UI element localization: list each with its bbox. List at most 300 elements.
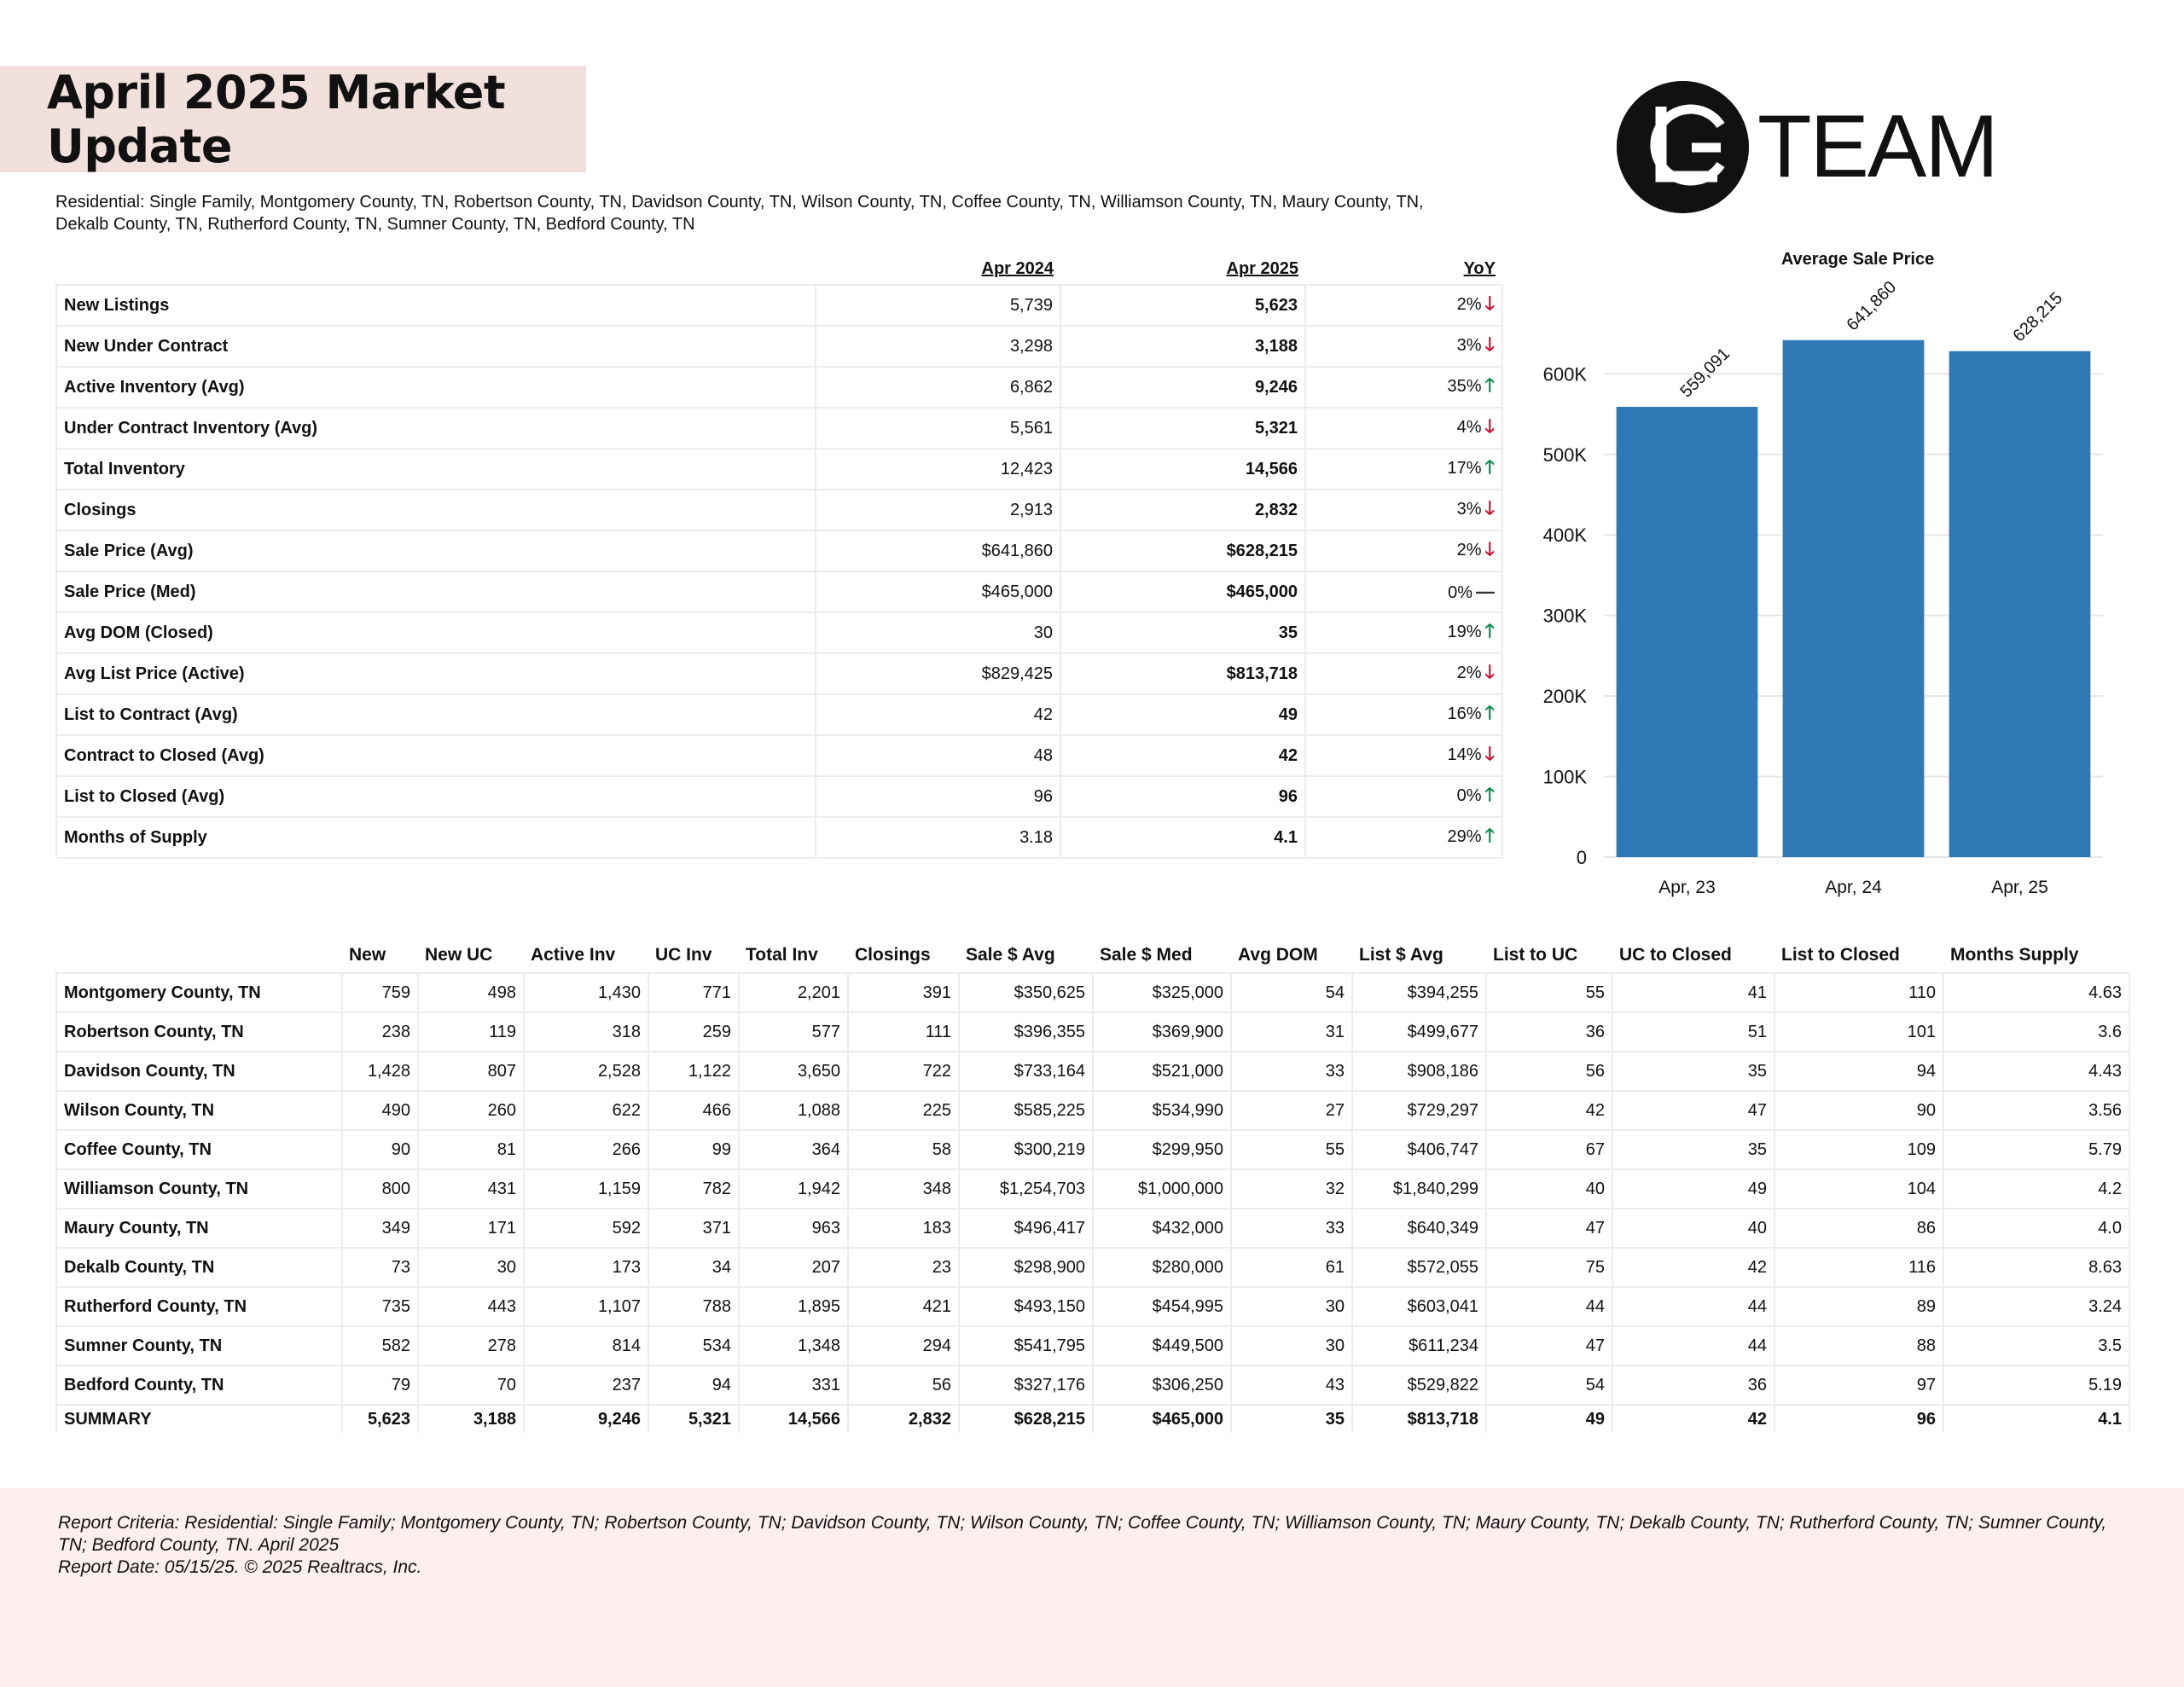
county-row: [56, 1365, 2129, 1405]
metric-yoy: [1305, 694, 1502, 735]
county-value: 349: [342, 1209, 418, 1248]
county-value: 90: [342, 1130, 418, 1169]
county-value: 1,348: [739, 1326, 848, 1365]
county-value: $299,950: [1093, 1130, 1231, 1169]
summary-row: [56, 285, 1502, 326]
county-value: 3,650: [739, 1052, 848, 1091]
metric-yoy: [1305, 490, 1502, 530]
county-value: 348: [848, 1169, 959, 1209]
county-value: 70: [418, 1365, 524, 1405]
county-header-cell: UC Inv: [655, 945, 712, 965]
county-value: 1,122: [648, 1052, 739, 1091]
county-header-cell: Closings: [855, 945, 931, 965]
yoy-value: 17%: [1447, 459, 1482, 478]
yoy-value: 35%: [1447, 377, 1482, 396]
county-name: Montgomery County, TN: [56, 973, 342, 1012]
yoy-value: 14%: [1447, 745, 1482, 764]
yoy-value: 2%: [1456, 664, 1482, 682]
county-value: $449,500: [1093, 1326, 1231, 1365]
county-value: 1,107: [524, 1287, 648, 1326]
county-header-cell: New: [349, 945, 386, 965]
metric-curr: $628,215: [1060, 530, 1305, 571]
county-value: 35: [1612, 1130, 1774, 1169]
metric-prev: $641,860: [816, 530, 1060, 571]
metric-curr: 49: [1060, 694, 1305, 735]
county-value: 8.63: [1943, 1248, 2129, 1287]
county-value: 42: [1612, 1405, 1774, 1433]
y-tick-label: 400K: [1542, 525, 1587, 547]
county-value: 722: [848, 1052, 959, 1091]
metric-label: List to Closed (Avg): [56, 776, 816, 817]
county-value: $406,747: [1352, 1130, 1486, 1169]
county-header-cell: Avg DOM: [1238, 945, 1318, 965]
county-header-cell: New UC: [425, 945, 493, 965]
county-value: 421: [848, 1287, 959, 1326]
county-value: 58: [848, 1130, 959, 1169]
metric-label: New Listings: [56, 285, 816, 326]
county-header-cell: Sale $ Med: [1100, 945, 1193, 965]
metric-yoy: [1305, 653, 1502, 694]
county-value: 4.63: [1943, 973, 2129, 1012]
metric-prev: 5,739: [816, 285, 1060, 326]
county-value: 101: [1774, 1012, 1943, 1052]
county-header-cell: UC to Closed: [1619, 945, 1732, 965]
logo-mark-icon: [1617, 81, 1749, 213]
metric-yoy: [1305, 776, 1502, 817]
arrow-down-icon: 🡓: [1484, 661, 1495, 682]
county-value: 94: [1774, 1052, 1943, 1091]
county-value: 30: [418, 1248, 524, 1287]
metric-label: Contract to Closed (Avg): [56, 735, 816, 776]
y-tick-label: 600K: [1542, 363, 1587, 386]
arrow-down-icon: 🡓: [1484, 333, 1495, 355]
county-name: Rutherford County, TN: [56, 1287, 342, 1326]
report-date: Report Date: 05/15/25. © 2025 Realtracs, Inc.: [58, 1557, 422, 1577]
bar: [1617, 407, 1758, 857]
arrow-up-icon: 🡑: [1484, 702, 1495, 723]
county-value: 3.56: [1943, 1091, 2129, 1130]
summary-row: [56, 817, 1502, 858]
county-value: 1,430: [524, 973, 648, 1012]
county-value: 260: [418, 1091, 524, 1130]
county-value: $432,000: [1093, 1209, 1231, 1248]
county-value: 47: [1486, 1326, 1612, 1365]
county-value: $454,995: [1093, 1287, 1231, 1326]
county-value: $327,176: [959, 1365, 1093, 1405]
bar-value-label: 628,215: [2009, 288, 2067, 346]
county-value: 90: [1774, 1091, 1943, 1130]
county-row: [56, 1209, 2129, 1248]
county-value: 35: [1612, 1052, 1774, 1091]
county-value: $300,219: [959, 1130, 1093, 1169]
county-header-cell: List to UC: [1493, 945, 1578, 965]
county-value: 431: [418, 1169, 524, 1209]
metric-curr: 9,246: [1060, 367, 1305, 408]
summary-row: [56, 367, 1502, 408]
county-value: 371: [648, 1209, 739, 1248]
arrow-up-icon: 🡑: [1484, 620, 1495, 641]
county-row: [56, 1052, 2129, 1091]
metric-label: Active Inventory (Avg): [56, 367, 816, 408]
county-value: 109: [1774, 1130, 1943, 1169]
county-value: 5,321: [648, 1405, 739, 1433]
county-value: $298,900: [959, 1248, 1093, 1287]
county-value: 3,188: [418, 1405, 524, 1433]
county-value: $611,234: [1352, 1326, 1486, 1365]
county-value: 89: [1774, 1287, 1943, 1326]
metric-label: Under Contract Inventory (Avg): [56, 408, 816, 449]
report-footer: [0, 1488, 2184, 1687]
arrow-up-icon: 🡑: [1484, 374, 1495, 396]
x-tick-label: Apr, 23: [1658, 878, 1716, 897]
county-value: $1,840,299: [1352, 1169, 1486, 1209]
county-value: $396,355: [959, 1012, 1093, 1052]
team-logo: [1617, 78, 1997, 215]
county-value: 1,088: [739, 1091, 848, 1130]
arrow-down-icon: 🡓: [1484, 415, 1495, 437]
metric-curr: 35: [1060, 612, 1305, 653]
county-value: 2,528: [524, 1052, 648, 1091]
metric-yoy: [1305, 571, 1502, 612]
report-criteria: Report Criteria: Residential: Single Family; Montgomery County, TN; Robertson County, TN; Davidson County, TN; Wilson County, TN; Coffee County, TN; Williamson County, TN; Maury County, TN; Dekalb County, TN; Rutherford County, TN; Sumner County, TN; Bedford County, TN. April 2025: [58, 1513, 2107, 1555]
county-name: Robertson County, TN: [56, 1012, 342, 1052]
county-value: $306,250: [1093, 1365, 1231, 1405]
bar: [1949, 351, 2091, 857]
county-value: 1,895: [739, 1287, 848, 1326]
county-value: 110: [1774, 973, 1943, 1012]
metric-prev: 3,298: [816, 326, 1060, 367]
county-value: 622: [524, 1091, 648, 1130]
county-value: 4.43: [1943, 1052, 2129, 1091]
x-tick-label: Apr, 25: [1991, 878, 2048, 897]
metric-yoy: [1305, 326, 1502, 367]
logo-text: TEAM: [1757, 96, 1997, 196]
metric-yoy: [1305, 449, 1502, 490]
county-value: 582: [342, 1326, 418, 1365]
county-value: 54: [1231, 973, 1352, 1012]
county-value: $493,150: [959, 1287, 1093, 1326]
county-value: $572,055: [1352, 1248, 1486, 1287]
county-value: 534: [648, 1326, 739, 1365]
metric-label: New Under Contract: [56, 326, 816, 367]
county-value: 75: [1486, 1248, 1612, 1287]
county-value: 4.0: [1943, 1209, 2129, 1248]
county-value: 30: [1231, 1326, 1352, 1365]
county-row: [56, 1169, 2129, 1209]
county-value: 3.5: [1943, 1326, 2129, 1365]
arrow-down-icon: 🡓: [1484, 743, 1495, 764]
arrow-down-icon: 🡓: [1484, 497, 1495, 519]
county-table-header: [56, 938, 2129, 973]
county-value: 814: [524, 1326, 648, 1365]
county-value: 67: [1486, 1130, 1612, 1169]
county-value: 94: [648, 1365, 739, 1405]
county-row: [56, 1326, 2129, 1365]
metric-label: Sale Price (Med): [56, 571, 816, 612]
county-value: 963: [739, 1209, 848, 1248]
county-value: 23: [848, 1248, 959, 1287]
county-name: Wilson County, TN: [56, 1091, 342, 1130]
county-value: $729,297: [1352, 1091, 1486, 1130]
county-value: 364: [739, 1130, 848, 1169]
metric-prev: 48: [816, 735, 1060, 776]
county-value: 54: [1486, 1365, 1612, 1405]
county-value: 55: [1486, 973, 1612, 1012]
arrow-down-icon: 🡓: [1484, 538, 1495, 559]
summary-row: [56, 449, 1502, 490]
county-name: SUMMARY: [56, 1405, 342, 1433]
metric-prev: 6,862: [816, 367, 1060, 408]
county-value: 577: [739, 1012, 848, 1052]
county-value: 443: [418, 1287, 524, 1326]
county-value: 5.79: [1943, 1130, 2129, 1169]
county-value: 592: [524, 1209, 648, 1248]
summary-row: [56, 694, 1502, 735]
county-value: 88: [1774, 1326, 1943, 1365]
metric-prev: $829,425: [816, 653, 1060, 694]
county-value: $640,349: [1352, 1209, 1486, 1248]
county-value: 759: [342, 973, 418, 1012]
bar-value-label: 559,091: [1676, 344, 1734, 402]
x-tick-label: Apr, 24: [1825, 878, 1882, 897]
metric-yoy: [1305, 817, 1502, 858]
summary-row: [56, 326, 1502, 367]
county-value: $628,215: [959, 1405, 1093, 1433]
county-value: 807: [418, 1052, 524, 1091]
county-value: $465,000: [1093, 1405, 1231, 1433]
county-value: 34: [648, 1248, 739, 1287]
metric-prev: $465,000: [816, 571, 1060, 612]
metric-curr: 14,566: [1060, 449, 1305, 490]
county-row: [56, 1130, 2129, 1169]
county-value: 79: [342, 1365, 418, 1405]
criteria-description: Residential: Single Family, Montgomery County, TN, Robertson County, TN, Davidson County, TN, Wilson County, TN, Coffee County, TN, Williamson County, TN, Maury County, TN, Dekalb County, TN, Rutherford County, TN, Sumner County, TN, Bedford County, TN: [55, 193, 1424, 234]
county-value: 788: [648, 1287, 739, 1326]
county-value: 56: [1486, 1052, 1612, 1091]
summary-table: [55, 253, 1503, 859]
county-value: 183: [848, 1209, 959, 1248]
county-value: $350,625: [959, 973, 1093, 1012]
county-header-cell: [56, 938, 342, 973]
county-value: 56: [848, 1365, 959, 1405]
county-value: 391: [848, 973, 959, 1012]
metric-curr: 96: [1060, 776, 1305, 817]
yoy-value: 3%: [1456, 500, 1482, 519]
arrow-flat-icon: —: [1476, 581, 1495, 602]
county-name: Dekalb County, TN: [56, 1248, 342, 1287]
county-value: 40: [1486, 1169, 1612, 1209]
metric-curr: 4.1: [1060, 817, 1305, 858]
yoy-value: 29%: [1447, 827, 1482, 846]
county-value: 3.6: [1943, 1012, 2129, 1052]
county-value: 73: [342, 1248, 418, 1287]
summary-row: [56, 571, 1502, 612]
county-value: 466: [648, 1091, 739, 1130]
chart-title: Average Sale Price: [1780, 250, 1935, 269]
county-header-cell: List to Closed: [1781, 945, 1900, 965]
county-value: 173: [524, 1248, 648, 1287]
county-value: 47: [1612, 1091, 1774, 1130]
summary-header-label: [56, 253, 816, 285]
county-row: [56, 1091, 2129, 1130]
summary-header-curr: Apr 2025: [1226, 258, 1298, 278]
summary-header-prev: Apr 2024: [981, 258, 1054, 278]
county-value: 331: [739, 1365, 848, 1405]
county-value: $585,225: [959, 1091, 1093, 1130]
county-value: 30: [1231, 1287, 1352, 1326]
metric-label: Sale Price (Avg): [56, 530, 816, 571]
yoy-value: 0%: [1456, 786, 1482, 805]
county-value: 35: [1231, 1405, 1352, 1433]
county-value: 104: [1774, 1169, 1943, 1209]
county-value: $541,795: [959, 1326, 1093, 1365]
county-header-cell: Months Supply: [1950, 945, 2079, 965]
county-value: 318: [524, 1012, 648, 1052]
county-value: 2,201: [739, 973, 848, 1012]
county-value: 97: [1774, 1365, 1943, 1405]
county-table: [55, 938, 2130, 1433]
county-name: Williamson County, TN: [56, 1169, 342, 1209]
bar-chart-svg: [1506, 243, 2120, 917]
county-value: 225: [848, 1091, 959, 1130]
county-value: 33: [1231, 1052, 1352, 1091]
metric-prev: 3.18: [816, 817, 1060, 858]
county-value: 44: [1612, 1326, 1774, 1365]
summary-header-yoy: YoY: [1463, 258, 1496, 278]
metric-prev: 96: [816, 776, 1060, 817]
summary-total-row: [56, 1405, 2129, 1433]
county-value: $521,000: [1093, 1052, 1231, 1091]
summary-row: [56, 408, 1502, 449]
county-value: 238: [342, 1012, 418, 1052]
yoy-value: 0%: [1448, 583, 1472, 602]
county-value: $908,186: [1352, 1052, 1486, 1091]
metric-yoy: [1305, 612, 1502, 653]
county-value: 171: [418, 1209, 524, 1248]
arrow-down-icon: 🡓: [1484, 293, 1495, 314]
county-value: 116: [1774, 1248, 1943, 1287]
yoy-value: 16%: [1447, 704, 1482, 723]
metric-yoy: [1305, 735, 1502, 776]
yoy-value: 4%: [1456, 418, 1482, 437]
county-value: 294: [848, 1326, 959, 1365]
y-tick-label: 100K: [1542, 766, 1587, 788]
county-name: Maury County, TN: [56, 1209, 342, 1248]
county-value: 4.1: [1943, 1405, 2129, 1433]
metric-yoy: [1305, 285, 1502, 326]
county-value: $325,000: [1093, 973, 1231, 1012]
metric-curr: 5,321: [1060, 408, 1305, 449]
summary-row: [56, 490, 1502, 530]
county-value: 41: [1612, 973, 1774, 1012]
metric-label: List to Contract (Avg): [56, 694, 816, 735]
county-value: 51: [1612, 1012, 1774, 1052]
county-value: 14,566: [739, 1405, 848, 1433]
county-row: [56, 1248, 2129, 1287]
county-value: 42: [1486, 1091, 1612, 1130]
metric-prev: 2,913: [816, 490, 1060, 530]
county-value: 119: [418, 1012, 524, 1052]
summary-row: [56, 653, 1502, 694]
metric-prev: 42: [816, 694, 1060, 735]
county-value: 1,942: [739, 1169, 848, 1209]
county-value: 111: [848, 1012, 959, 1052]
arrow-up-icon: 🡑: [1484, 456, 1495, 478]
county-value: $280,000: [1093, 1248, 1231, 1287]
county-value: 5,623: [342, 1405, 418, 1433]
county-value: $813,718: [1352, 1405, 1486, 1433]
county-value: $733,164: [959, 1052, 1093, 1091]
county-value: $369,900: [1093, 1012, 1231, 1052]
county-value: 735: [342, 1287, 418, 1326]
county-row: [56, 1012, 2129, 1052]
county-value: 27: [1231, 1091, 1352, 1130]
county-name: Davidson County, TN: [56, 1052, 342, 1091]
county-value: $496,417: [959, 1209, 1093, 1248]
metric-curr: 2,832: [1060, 490, 1305, 530]
county-value: $499,677: [1352, 1012, 1486, 1052]
county-value: 2,832: [848, 1405, 959, 1433]
metric-prev: 12,423: [816, 449, 1060, 490]
county-value: 1,428: [342, 1052, 418, 1091]
county-value: $603,041: [1352, 1287, 1486, 1326]
county-value: 207: [739, 1248, 848, 1287]
county-value: 99: [648, 1130, 739, 1169]
county-value: 49: [1612, 1169, 1774, 1209]
county-value: 36: [1486, 1012, 1612, 1052]
county-row: [56, 1287, 2129, 1326]
yoy-value: 19%: [1447, 623, 1482, 641]
county-value: 42: [1612, 1248, 1774, 1287]
county-value: 49: [1486, 1405, 1612, 1433]
county-value: 32: [1231, 1169, 1352, 1209]
county-value: 800: [342, 1169, 418, 1209]
county-value: 782: [648, 1169, 739, 1209]
y-tick-label: 200K: [1542, 686, 1587, 708]
metric-label: Avg List Price (Active): [56, 653, 816, 694]
county-value: 266: [524, 1130, 648, 1169]
metric-prev: 30: [816, 612, 1060, 653]
county-name: Bedford County, TN: [56, 1365, 342, 1405]
metric-prev: 5,561: [816, 408, 1060, 449]
county-value: 44: [1612, 1287, 1774, 1326]
county-value: $529,822: [1352, 1365, 1486, 1405]
county-header-cell: List $ Avg: [1359, 945, 1443, 965]
county-header-cell: Total Inv: [746, 945, 818, 965]
arrow-up-icon: 🡑: [1484, 825, 1495, 846]
summary-row: [56, 776, 1502, 817]
county-value: 36: [1612, 1365, 1774, 1405]
county-value: 86: [1774, 1209, 1943, 1248]
county-value: 33: [1231, 1209, 1352, 1248]
county-value: 31: [1231, 1012, 1352, 1052]
metric-label: Closings: [56, 490, 816, 530]
county-value: 771: [648, 973, 739, 1012]
metric-label: Total Inventory: [56, 449, 816, 490]
county-value: 237: [524, 1365, 648, 1405]
county-value: $1,254,703: [959, 1169, 1093, 1209]
y-tick-label: 500K: [1542, 443, 1587, 466]
county-value: $1,000,000: [1093, 1169, 1231, 1209]
county-value: 5.19: [1943, 1365, 2129, 1405]
county-name: Coffee County, TN: [56, 1130, 342, 1169]
metric-label: Months of Supply: [56, 817, 816, 858]
county-name: Sumner County, TN: [56, 1326, 342, 1365]
county-value: 3.24: [1943, 1287, 2129, 1326]
county-header-cell: Active Inv: [531, 945, 616, 965]
county-value: 81: [418, 1130, 524, 1169]
y-tick-label: 0: [1576, 847, 1587, 868]
